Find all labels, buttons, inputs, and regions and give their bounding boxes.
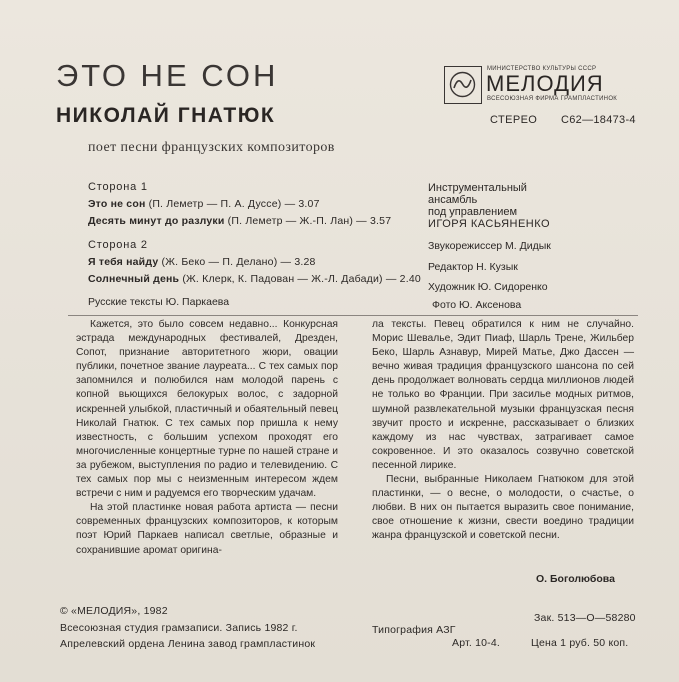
track-title: Я тебя найду — [88, 256, 159, 268]
ensemble-credit — [428, 182, 550, 230]
liner-paragraph: На этой пластинке новая работа артиста — песни современных французских композиторов, к которым поэт Юрий Паркаев написал светлые, образные и сохранившие аромат оригина- — [76, 502, 338, 556]
stereo-mark: СТЕРЕО — [490, 114, 538, 126]
track-credits: (Ж. Беко — П. Делано) — 3.28 — [158, 256, 316, 268]
track-credits: (Ж. Клерк, К. Падован — Ж.-Л. Дабади) — 2.40 — [179, 273, 421, 285]
track-title: Это не сон — [88, 198, 146, 210]
album-subtitle: поет песни французских композиторов — [88, 140, 335, 155]
liner-notes-column-1 — [76, 318, 338, 558]
liner-paragraph: ла тексты. Певец обратился к ним не случайно. Морис Шевалье, Эдит Пиаф, Шарль Трене, Жильбер Беко, Шарль Азнавур, Мирей Матье, Джо Дассен — вечно живая традиция французского шансона по сей день продолжает волновать сердца миллионов людей не только во Франции. При засилье модных ритмов, шумной развлекательной музыки французская песня звучит просто и искренне, рассказывает о близких каждому из нас чувствах, затрагивает самое сокровенное. И это оказалось созвучно советской песенной лирике. — [372, 319, 634, 471]
printer-line: Типография АЗГ — [372, 624, 456, 636]
track-title: Десять минут до разлуки — [88, 215, 225, 227]
track-credits: (П. Леметр — П. А. Дуссе) — 3.07 — [145, 198, 320, 210]
artist-name: НИКОЛАЙ ГНАТЮК — [56, 104, 276, 127]
article-number: Арт. 10-4. — [452, 637, 501, 649]
artist-credit: Художник Ю. Сидоренко — [428, 281, 548, 293]
copyright: © «МЕЛОДИЯ», 1982 — [60, 605, 168, 617]
liner-notes-column-2 — [372, 318, 634, 544]
lyrics-credit: Русские тексты Ю. Паркаева — [88, 296, 230, 308]
track-title: Солнечный день — [88, 273, 180, 285]
liner-paragraph: Кажется, это было совсем недавно... Конкурсная эстрада международных фестивалей, Дрезден, Сопот, признание авторитетного жюри, овации публики, почетное звание лауреата... С тех самых пор запомнился и полюбился нам молодой парень с копной вьющихся белокурых волос, с задорной искренней улыбкой, пластичный и обаятельный певец Николай Гнатюк. С тех самых пор пришла к нему известность, с большим успехом проходят его многочисленные концертные турне по нашей стране и за рубежом, выступления по радио и телевидению. С тех самых пор мы с неизменным интересом ждем встречи с ним и радуемся его творческим удачам. — [76, 319, 338, 500]
liner-paragraph: Песни, выбранные Николаем Гнатюком для этой пластинки, — о весне, о молодости, о счастье, о любви. В них он пытается выразить свое понимание, свое отношение к жизни, свести воедино традиции жанра французской и советской песни. — [372, 474, 634, 542]
catalog-number: С62—18473-4 — [561, 114, 636, 126]
editor-credit: Редактор Н. Кузык — [428, 261, 518, 273]
sound-engineer: Звукорежиссер М. Дидык — [428, 240, 551, 252]
side-1-heading: Сторона 1 — [88, 181, 148, 193]
track-list-item — [88, 215, 391, 227]
track-list-item — [88, 256, 316, 268]
melodiya-emblem-icon — [444, 66, 482, 104]
melodiya-logo — [444, 66, 644, 104]
label-name: МЕЛОДИЯ — [486, 71, 604, 96]
ministry-line: МИНИСТЕРСТВО КУЛЬТУРЫ СССР — [487, 66, 597, 72]
firm-line: ВСЕСОЮЗНАЯ ФИРМА ГРАМПЛАСТИНОК — [487, 96, 618, 102]
photo-credit: Фото Ю. Аксенова — [432, 299, 522, 311]
price: Цена 1 руб. 50 коп. — [531, 637, 629, 649]
track-credits: (П. Леметр — Ж.-П. Лан) — 3.57 — [224, 215, 392, 227]
track-list-item — [88, 273, 421, 285]
album-title: ЭТО НЕ СОН — [56, 58, 279, 93]
liner-author: О. Боголюбова — [536, 573, 615, 585]
ensemble-line: под управлением — [428, 206, 518, 218]
ensemble-leader: ИГОРЯ КАСЬЯНЕНКО — [428, 218, 551, 230]
divider-line — [68, 315, 638, 316]
studio-line: Всесоюзная студия грамзаписи. Запись 1982 г. — [60, 622, 298, 634]
track-list-item — [88, 198, 320, 210]
side-2-heading: Сторона 2 — [88, 239, 148, 251]
factory-line: Апрелевский ордена Ленина завод грампластинок — [60, 638, 316, 650]
ensemble-line: ансамбль — [428, 194, 478, 206]
order-number: Зак. 513—О—58280 — [534, 612, 636, 624]
ensemble-line: Инструментальный — [428, 182, 527, 194]
